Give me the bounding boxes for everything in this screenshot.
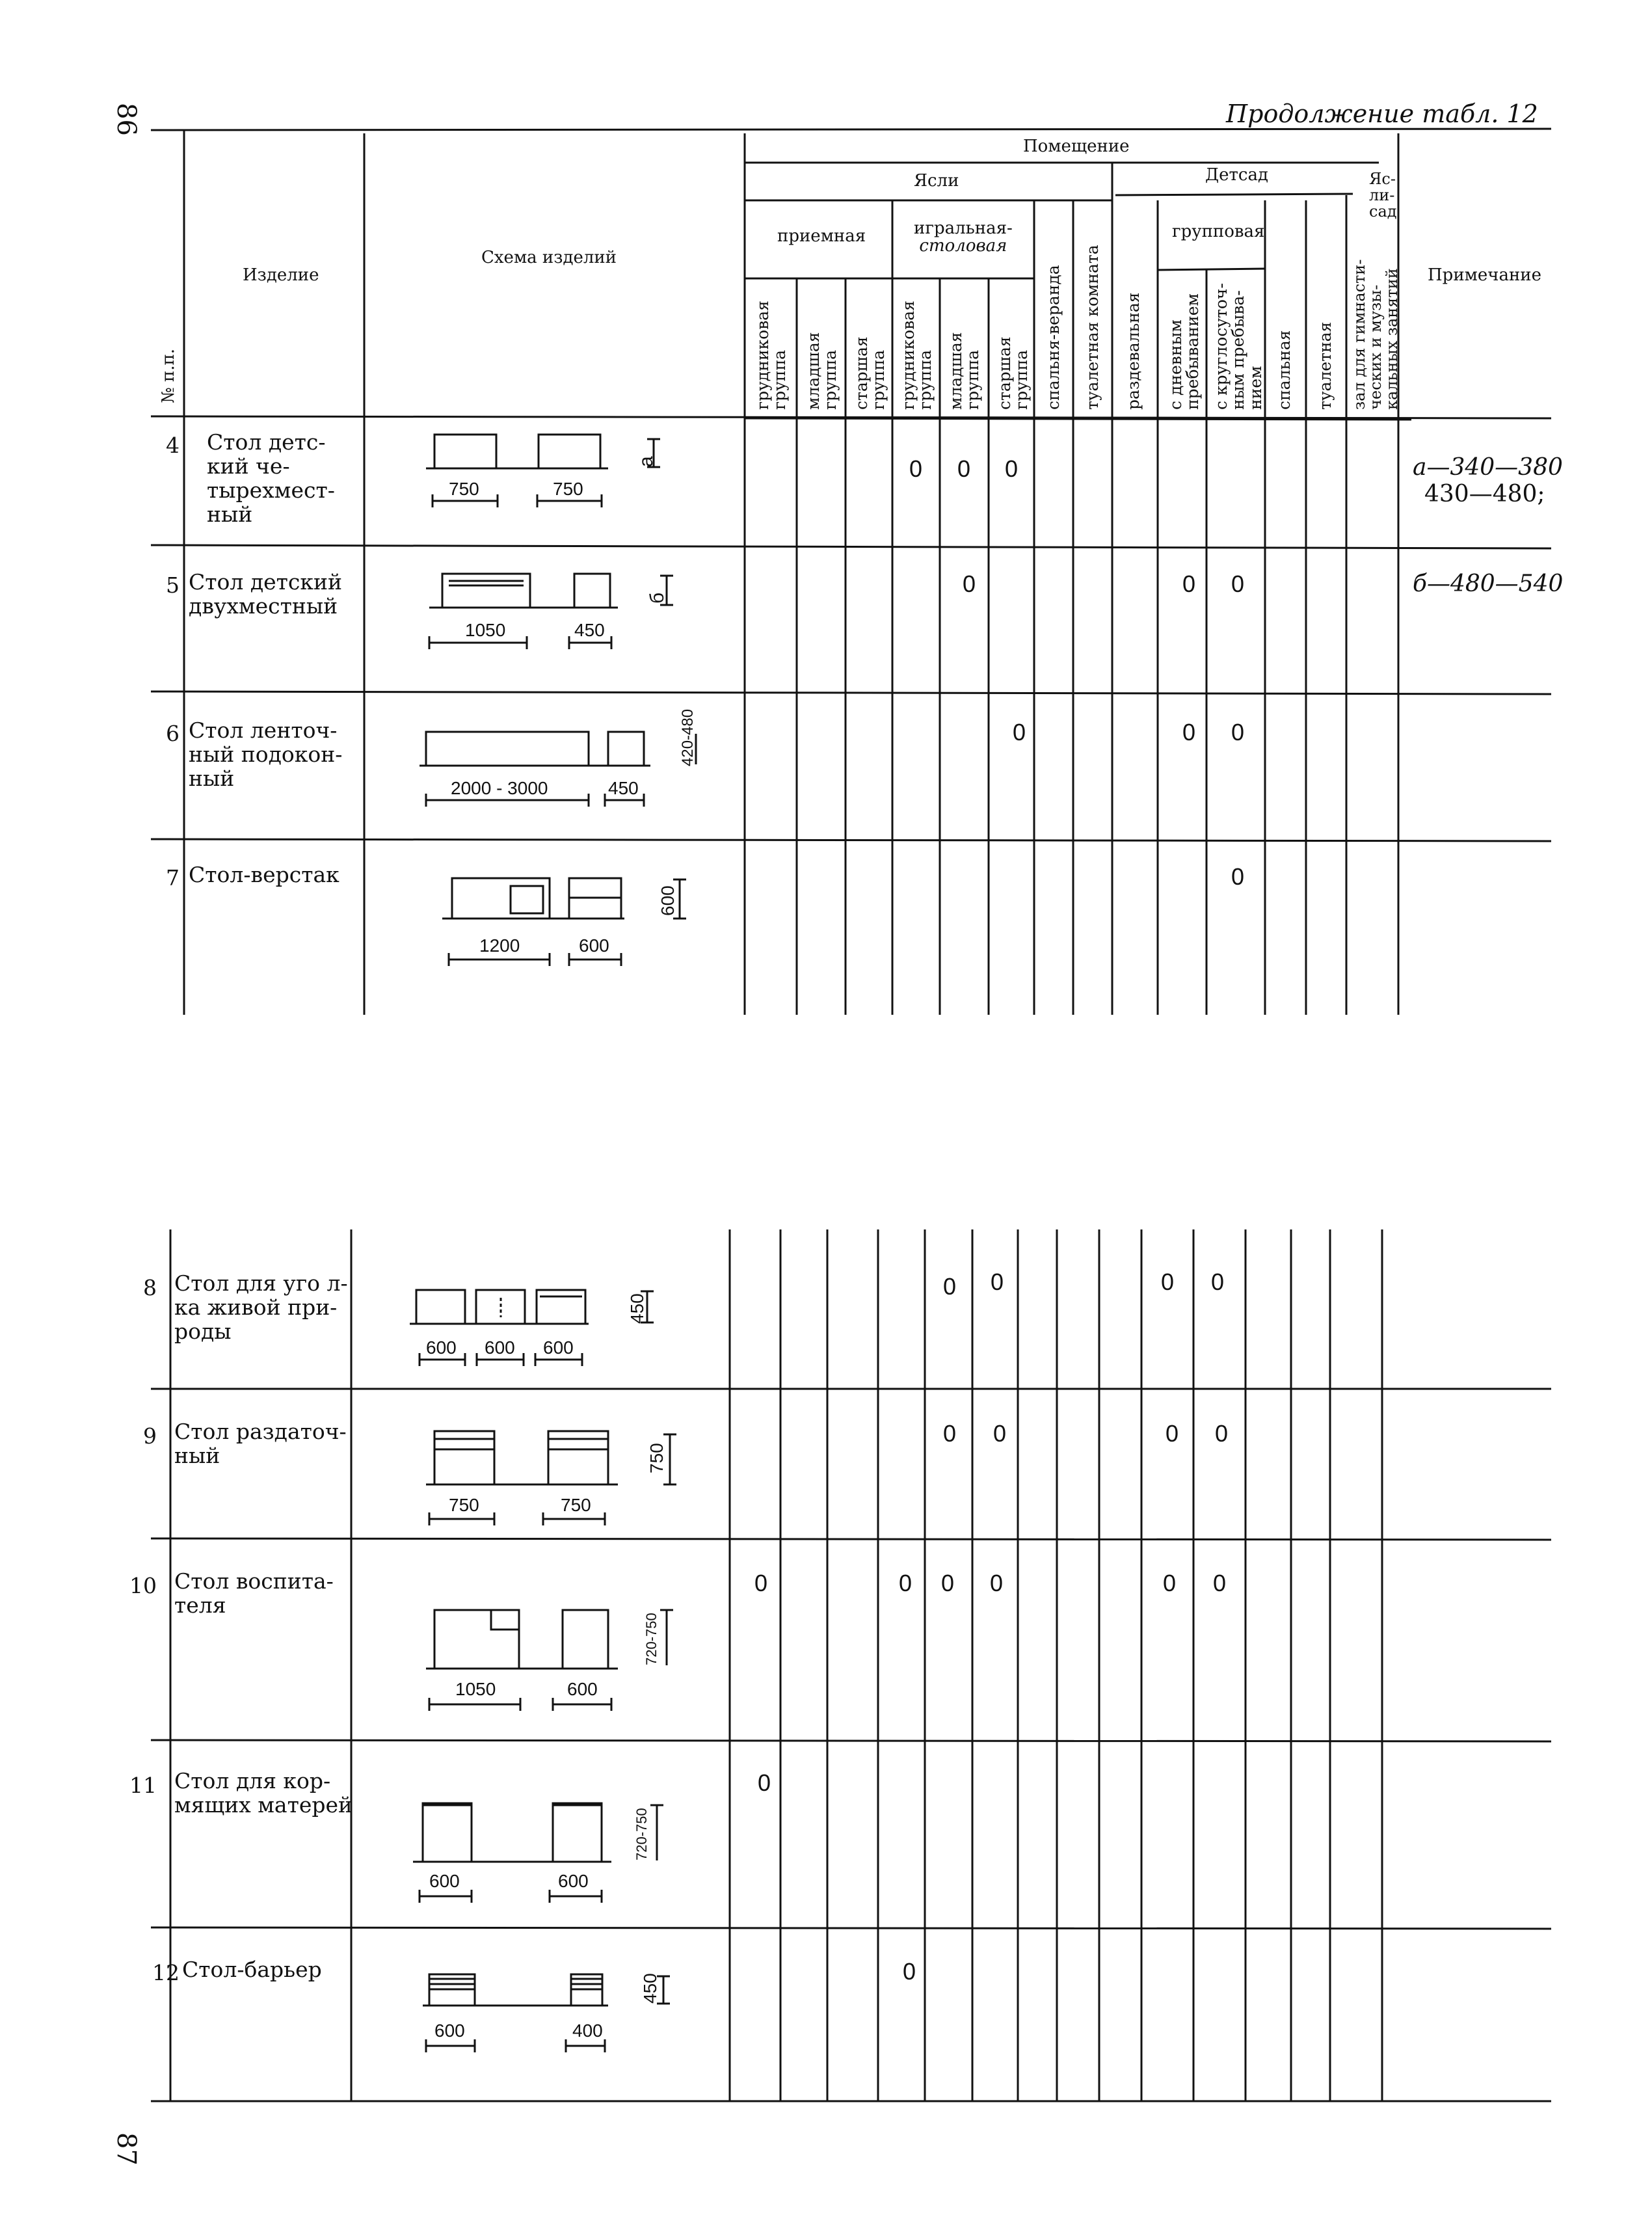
header-detsad: Детсад <box>1205 165 1268 185</box>
zero-mark: 0 <box>943 1273 957 1300</box>
zero-mark: 0 <box>1005 455 1019 482</box>
dimension-label: 600 <box>543 1337 574 1358</box>
row-number: 5 <box>166 572 180 598</box>
row-number: 9 <box>143 1423 157 1449</box>
continuation-title: Продолжение табл. 12 <box>1226 100 1538 128</box>
height-label: 720-750 <box>643 1613 659 1665</box>
col-header-3: старшая группа <box>852 336 888 410</box>
product-name: Стол для кор- мящих матерей <box>174 1768 353 1818</box>
product-name: Стол детс- кий че- тырехмест- ный <box>207 429 335 527</box>
product-name: Стол воспита- теля <box>174 1568 334 1618</box>
product-name: Стол раздаточ- ный <box>174 1419 347 1468</box>
col-header-14: зал для гимнасти- ческих и музы- кальных занятий <box>1350 259 1402 410</box>
zero-mark: 0 <box>1013 719 1026 745</box>
dimension-label: 1050 <box>465 620 506 640</box>
note-text: а—340—380 430—480; <box>1413 454 1563 508</box>
header-gruppovaya: групповая <box>1172 222 1265 241</box>
row-number: 7 <box>166 865 180 891</box>
zero-mark: 0 <box>1211 1268 1225 1295</box>
zero-mark: 0 <box>1182 570 1196 597</box>
dimension-label: 1050 <box>455 1679 496 1699</box>
col-header-2: младшая группа <box>804 332 840 410</box>
zero-mark: 0 <box>754 1570 768 1596</box>
product-name: Стол-барьер <box>182 1957 322 1982</box>
header-room: Помещение <box>1023 137 1130 156</box>
zero-mark: 0 <box>993 1420 1007 1447</box>
dimension-label: 1200 <box>479 935 520 956</box>
header-product: Изделие <box>243 265 319 285</box>
zero-mark: 0 <box>957 455 971 482</box>
zero-mark: 0 <box>1231 719 1245 745</box>
zero-mark: 0 <box>1231 570 1245 597</box>
dimension-label: 750 <box>449 479 479 499</box>
dimension-label: 600 <box>434 2020 465 2041</box>
height-label: б <box>646 592 668 604</box>
zero-mark: 0 <box>943 1420 957 1447</box>
page-number-bottom: 87 <box>111 2132 141 2166</box>
height-label: 420-480 <box>679 708 697 766</box>
dimension-label: 2000 - 3000 <box>451 778 548 798</box>
col-header-4: грудниковая группа <box>899 301 935 410</box>
row-number: 10 <box>129 1573 157 1598</box>
dimension-label: 750 <box>561 1495 591 1515</box>
header-yaslisad: Яс- ли- сад <box>1369 170 1397 221</box>
height-label: 600 <box>658 885 678 916</box>
dimension-label: 750 <box>553 479 583 499</box>
product-name: Стол детский двухместный <box>189 569 343 619</box>
dimension-label: 450 <box>574 620 605 640</box>
height-label: 720-750 <box>633 1808 650 1860</box>
height-label: 450 <box>640 1973 660 2004</box>
dimension-label: 750 <box>449 1495 479 1515</box>
zero-mark: 0 <box>1213 1570 1227 1596</box>
col-header-13: туалетная <box>1316 321 1335 410</box>
zero-mark: 0 <box>1163 1570 1177 1596</box>
row-number: 12 <box>152 1960 180 1985</box>
col-header-5: младшая группа <box>946 332 983 410</box>
dimension-label: 600 <box>426 1337 457 1358</box>
dimension-label: 400 <box>572 2020 603 2041</box>
header-scheme: Схема изделий <box>481 248 617 267</box>
row-number: 11 <box>129 1773 157 1798</box>
col-header-10: с дневным пребыванием <box>1166 293 1203 410</box>
dimension-label: 600 <box>485 1337 515 1358</box>
zero-mark: 0 <box>1161 1268 1175 1295</box>
col-header-8: туалетная комната <box>1083 245 1102 410</box>
product-name: Стол ленточ- ный подокон- ный <box>189 718 343 791</box>
zero-mark: 0 <box>1231 863 1245 890</box>
header-num: № п.п. <box>159 348 178 403</box>
header-yasli: Ясли <box>914 171 959 191</box>
col-header-11: с круглосуточ- ным пребыва- нием <box>1212 283 1265 410</box>
product-name: Стол-верстак <box>189 862 340 887</box>
height-label: 450 <box>627 1293 647 1324</box>
header-note: Примечание <box>1428 265 1541 285</box>
height-label: 750 <box>646 1443 667 1473</box>
zero-mark: 0 <box>941 1570 955 1596</box>
col-header-7: спальня-веранда <box>1044 265 1063 410</box>
col-header-1: грудниковая группа <box>753 301 790 410</box>
page-number-top: 86 <box>111 103 141 136</box>
dimension-label: 600 <box>567 1679 598 1699</box>
zero-mark: 0 <box>991 1268 1004 1295</box>
product-name: Стол для уго л- ка живой при- роды <box>174 1270 348 1344</box>
dimension-label: 450 <box>608 778 639 798</box>
header-priemnaya: приемная <box>777 226 866 246</box>
note-text: б—480—540 <box>1413 570 1564 597</box>
height-label: а <box>635 456 657 467</box>
zero-mark: 0 <box>1182 719 1196 745</box>
zero-mark: 0 <box>990 1570 1004 1596</box>
row-number: 4 <box>166 433 180 458</box>
zero-mark: 0 <box>758 1769 771 1796</box>
zero-mark: 0 <box>899 1570 913 1596</box>
zero-mark: 0 <box>903 1958 916 1985</box>
zero-mark: 0 <box>1215 1420 1229 1447</box>
row-number: 8 <box>143 1275 157 1300</box>
dimension-label: 600 <box>558 1871 589 1891</box>
zero-mark: 0 <box>963 570 976 597</box>
row-number: 6 <box>166 721 180 746</box>
dimension-label: 600 <box>429 1871 460 1891</box>
header-igralnaya: игральная- столовая <box>914 219 1013 256</box>
col-header-12: спальная <box>1275 330 1294 410</box>
dimension-label: 600 <box>579 935 609 956</box>
zero-mark: 0 <box>909 455 923 482</box>
col-header-6: старшая группа <box>995 336 1032 410</box>
col-header-9: раздевальная <box>1124 292 1143 410</box>
zero-mark: 0 <box>1166 1420 1179 1447</box>
